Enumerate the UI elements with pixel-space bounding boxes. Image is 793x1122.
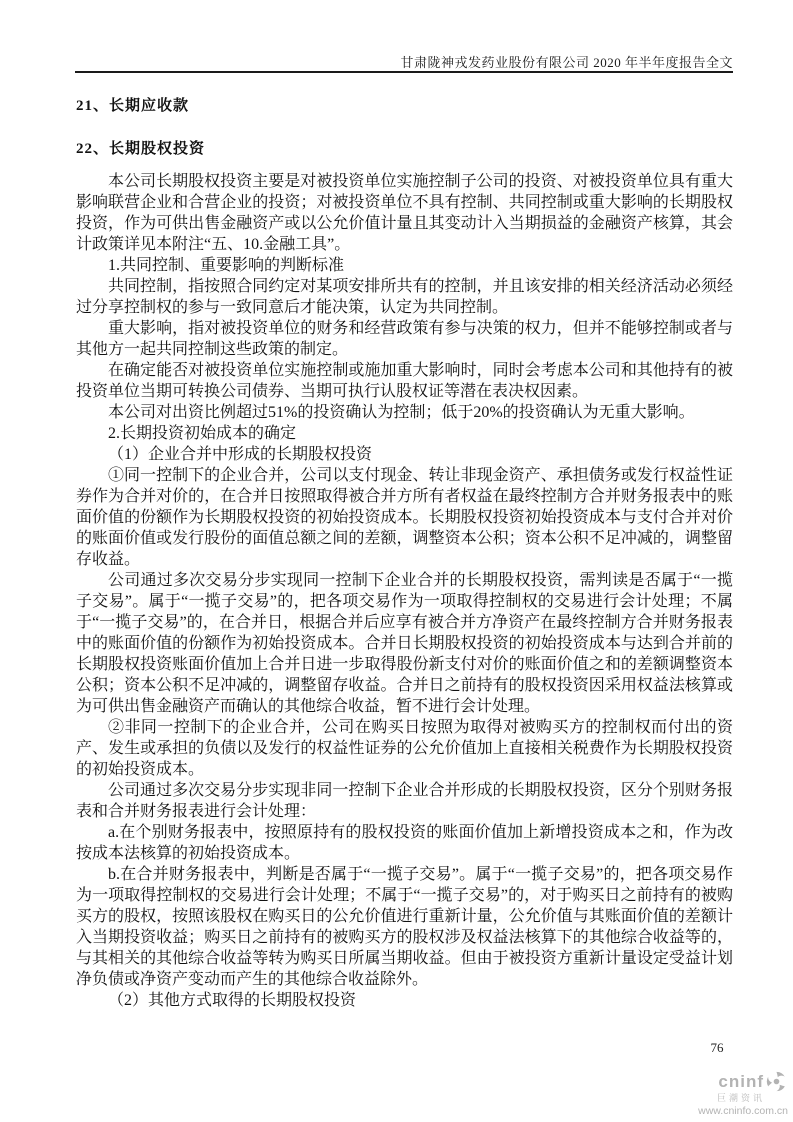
section-heading-21: 21、长期应收款 (76, 98, 190, 114)
paragraph-separate-statements: a.在个别财务报表中，按照原持有的股权投资的账面价值加上新增投资成本之和，作为改按成本法核算的初始投资成本。 (76, 824, 733, 862)
page-number: 76 (710, 1040, 724, 1055)
header-rule (75, 71, 733, 73)
cninfo-caption: 巨潮资讯 (716, 1093, 765, 1103)
paragraph-joint-control: 共同控制，指按照合同约定对某项安排所共有的控制，并且该安排的相关经济活动必须经过分享控制权的参与一致同意后才能决策，认定为共同控制。 (76, 278, 733, 316)
cninfo-swirl-icon (766, 1071, 787, 1092)
paragraph-consolidated-statements: b.在合并财务报表中，判断是否属于“一揽子交易”。属于“一揽子交易”的，把各项交易作为一项取得控制权的交易进行会计处理；不属于“一揽子交易”的，对于购买日之前持有的被购买方的股权，按照该股权在购买日的公允价值进行重新计量，公允价值与其账面价值的差额计入当期投资收益；购买日之前持有的被购买方的股权涉及权益法核算下的其他综合收益等的，与其相关的其他综合收益等转为购买日所属当期收益。但由于被投资方重新计量设定受益计划净负债或净资产变动而产生的其他综合收益除外。 (76, 866, 733, 988)
paragraph-same-control-step-acquisition: 公司通过多次交易分步实现同一控制下企业合并的长期股权投资，需判读是否属于“一揽子交易”。属于“一揽子交易”的，把各项交易作为一项取得控制权的交易进行会计处理；不属于“一揽子交易”的，在合并日，根据合并后应享有被合并方净资产在最终控制方合并财务报表中的账面价值的份额作为初始投资成本。合并日长期股权投资的初始投资成本与达到合并前的长期股权投资账面价值加上合并日进一步取得股份新支付对价的账面价值之和的差额调整资本公积；资本公积不足冲减的，调整留存收益。合并日之前持有的股权投资因采用权益法核算或为可供出售金融资产而确认的其他综合收益，暂不进行会计处理。 (76, 572, 733, 715)
paragraph-potential-voting-rights: 在确定能否对被投资单位实施控制或施加重大影响时，同时会考虑本公司和其他持有的被投资单位当期可转换公司债券、当期可执行认股权证等潜在表决权因素。 (76, 362, 733, 400)
paragraph-ownership-thresholds: 本公司对出资比例超过51%的投资确认为控制；低于20%的投资确认为无重大影响。 (108, 404, 695, 421)
paragraph-non-same-control-step-acquisition: 公司通过多次交易分步实现非同一控制下企业合并形成的长期股权投资，区分个别财务报表和合并财务报表进行会计处理： (76, 782, 733, 820)
cninfo-logo (669, 1071, 789, 1117)
cninfo-brand-text: cninf (718, 1072, 764, 1091)
paragraph-initial-cost-heading: 2.长期投资初始成本的确定 (108, 425, 297, 442)
paragraph-other-acquisition-heading: （2）其他方式取得的长期股权投资 (108, 992, 357, 1009)
paragraph-significant-influence: 重大影响，指对被投资单位的财务和经营政策有参与决策的权力，但并不能够控制或者与其他方一起共同控制这些政策的制定。 (76, 320, 733, 358)
section-22-body (76, 171, 733, 1011)
paragraph-intro: 本公司长期股权投资主要是对被投资单位实施控制子公司的投资、对被投资单位具有重大影响联营企业和合营企业的投资；对被投资单位不具有控制、共同控制或重大影响的长期股权投资，作为可供出售金融资产或以公允价值计量且其变动计入当期损益的金融资产核算，其会计政策详见本附注“五、10.金融工具”。 (76, 173, 733, 253)
paragraph-same-control: ①同一控制下的企业合并，公司以支付现金、转让非现金资产、承担债务或发行权益性证券作为合并对价的，在合并日按照取得被合并方所有者权益在最终控制方合并财务报表中的账面价值的份额作为长期股权投资的初始投资成本。长期股权投资初始投资成本与支付合并对价的账面价值或发行股份的面值总额之间的差额，调整资本公积；资本公积不足冲减的，调整留存收益。 (76, 467, 733, 568)
paragraph-business-combination-heading: （1）企业合并中形成的长期股权投资 (108, 446, 373, 463)
section-heading-22: 22、长期股权投资 (76, 141, 206, 157)
cninfo-logo-row (669, 1071, 789, 1092)
report-header (76, 52, 733, 71)
cninfo-url: www.cninfo.com.cn (698, 1105, 788, 1117)
paragraph-judgment-criteria-heading: 1.共同控制、重要影响的判断标准 (108, 257, 345, 274)
report-title: 甘肃陇神戎发药业股份有限公司 2020 年半年度报告全文 (400, 55, 733, 70)
paragraph-non-same-control: ②非同一控制下的企业合并，公司在购买日按照为取得对被购买方的控制权而付出的资产、发生或承担的负债以及发行的权益性证券的公允价值加上直接相关税费作为长期股权投资的初始投资成本。 (76, 719, 733, 778)
